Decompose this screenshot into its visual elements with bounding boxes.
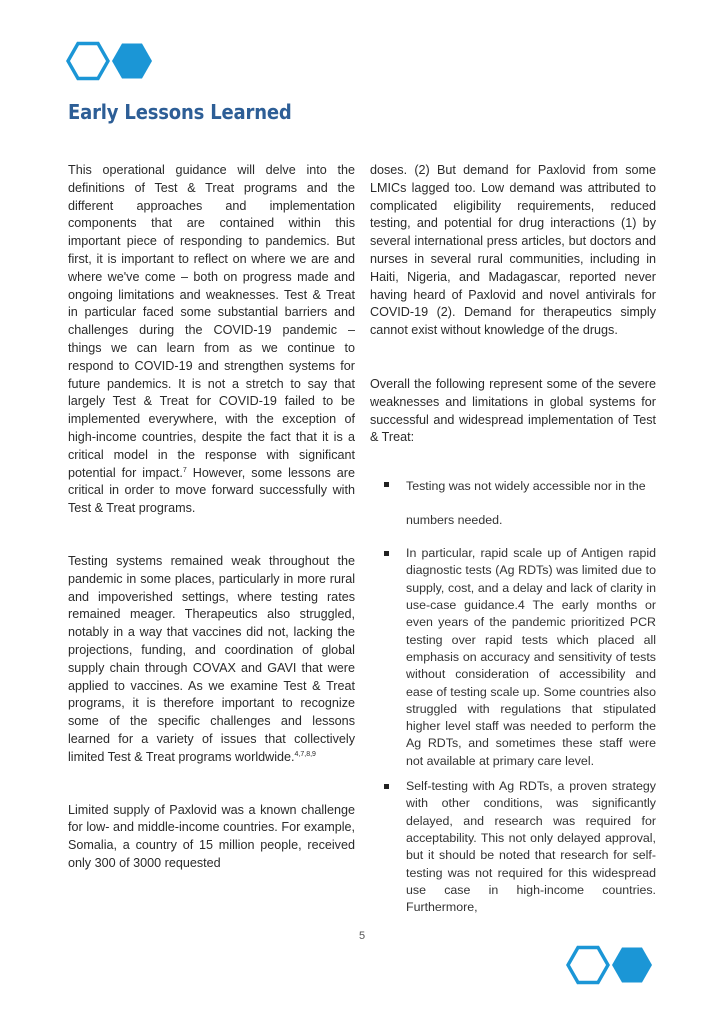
- logo-hexagon-filled: [612, 948, 652, 983]
- paragraph-intro: This operational guidance will delve into the definitions of Test & Treat programs and the different approaches and implementation components that are contained within this important piece of responding to pandemics. But first, it is important to reflect on where we are and where we've come – both on progress made and ongoing limitations and weaknesses. Test & Treat in particular faced some substantial barriers and challenges during the COVID-19 pandemic – things we can learn from as we continue to respond to COVID-19 and strengthen systems for future pandemics. It is not a stretch to say that largely Test & Treat for COVID-19 failed to be implemented everywhere, with the exception of high-income countries, despite the fact that it is a critical model in the response with significant potential for impact.$^7$ However, some lessons are critical in order to move forward successfully with Test & Treat programs.: [68, 163, 355, 516]
- list-item: In particular, rapid scale up of Antigen rapid diagnostic tests (Ag RDTs) was limited due to supply, cost, and a delay and lack of clarity in use-case guidance.4 The early months or even years of the pandemic prioritized PCR testing over rapid tests which placed all emphasis on accuracy and sensitivity of tests without consideration of accessibility and ease of testing scale up. Some countries also struggled with regulations that stipulated higher level staff was needed to perform the Ag RDTs, and sometimes these staff were not available at primary care level.: [370, 545, 656, 770]
- logo-hexagon-filled: [112, 44, 152, 79]
- left-column: [68, 162, 355, 873]
- citation-superscript: 7: [182, 466, 187, 474]
- bullet-icon: [384, 551, 389, 556]
- weaknesses-list: [370, 469, 656, 916]
- list-item: Testing was not widely accessible nor in the numbers needed.: [370, 469, 656, 537]
- citation-superscript: 4,7,8,9: [294, 750, 316, 758]
- logo-top: [66, 40, 158, 82]
- logo-hexagon-outline: [68, 44, 108, 79]
- page-number: 5: [358, 930, 366, 942]
- bullet-icon: [384, 784, 389, 789]
- logo-hexagon-outline: [568, 948, 608, 983]
- bullet-icon: [384, 482, 389, 487]
- paragraph-paxlovid-demand: doses. (2) But demand for Paxlovid from some LMICs lagged too. Low demand was attributed to complicated eligibility requirements, reduced testing, and potential for drug interactions (1) by several international press articles, but doctors and nurses in several rural communities, including in Haiti, Nigeria, and Madagascar, reported never having heard of Paxlovid and novel antivirals for COVID-19 (2). Demand for therapeutics simply cannot exist without knowledge of the drugs.: [370, 163, 656, 338]
- paragraph-weaknesses-intro: Overall the following represent some of the severe weaknesses and limitations in global systems for successful and widespread implementation of Test & Treat:: [370, 376, 656, 445]
- right-column: [370, 162, 656, 924]
- logo-bottom: [566, 944, 658, 986]
- paragraph-paxlovid-supply: Limited supply of Paxlovid was a known challenge for low- and middle-income countries. For example, Somalia, a country of 15 million people, received only 300 of 3000 requested: [68, 802, 355, 870]
- paragraph-testing-systems: Testing systems remained weak throughout the pandemic in some places, particularly in more rural and impoverished settings, where testing rates remained meager. Therapeutics also struggled, notably in a way that vaccines did not, lacking the projections, funding, and coordination of global supply chain through COVAX and GAVI that were applied to vaccines. As we examine Test & Treat programs, it is therefore important to recognize some of the specific challenges and lessons learned for a variety of issues that collectively limited Test & Treat programs worldwide.$^{4,7,8,9}$: [68, 553, 355, 764]
- page-title: Early Lessons Learned: [68, 100, 292, 124]
- list-item: Self-testing with Ag RDTs, a proven strategy with other conditions, was significantly delayed, and research was required for acceptability. This not only delayed approval, but it should be noted that research for self-testing was not required for this widespread use case in high-income countries. Furthermore,: [370, 778, 656, 916]
